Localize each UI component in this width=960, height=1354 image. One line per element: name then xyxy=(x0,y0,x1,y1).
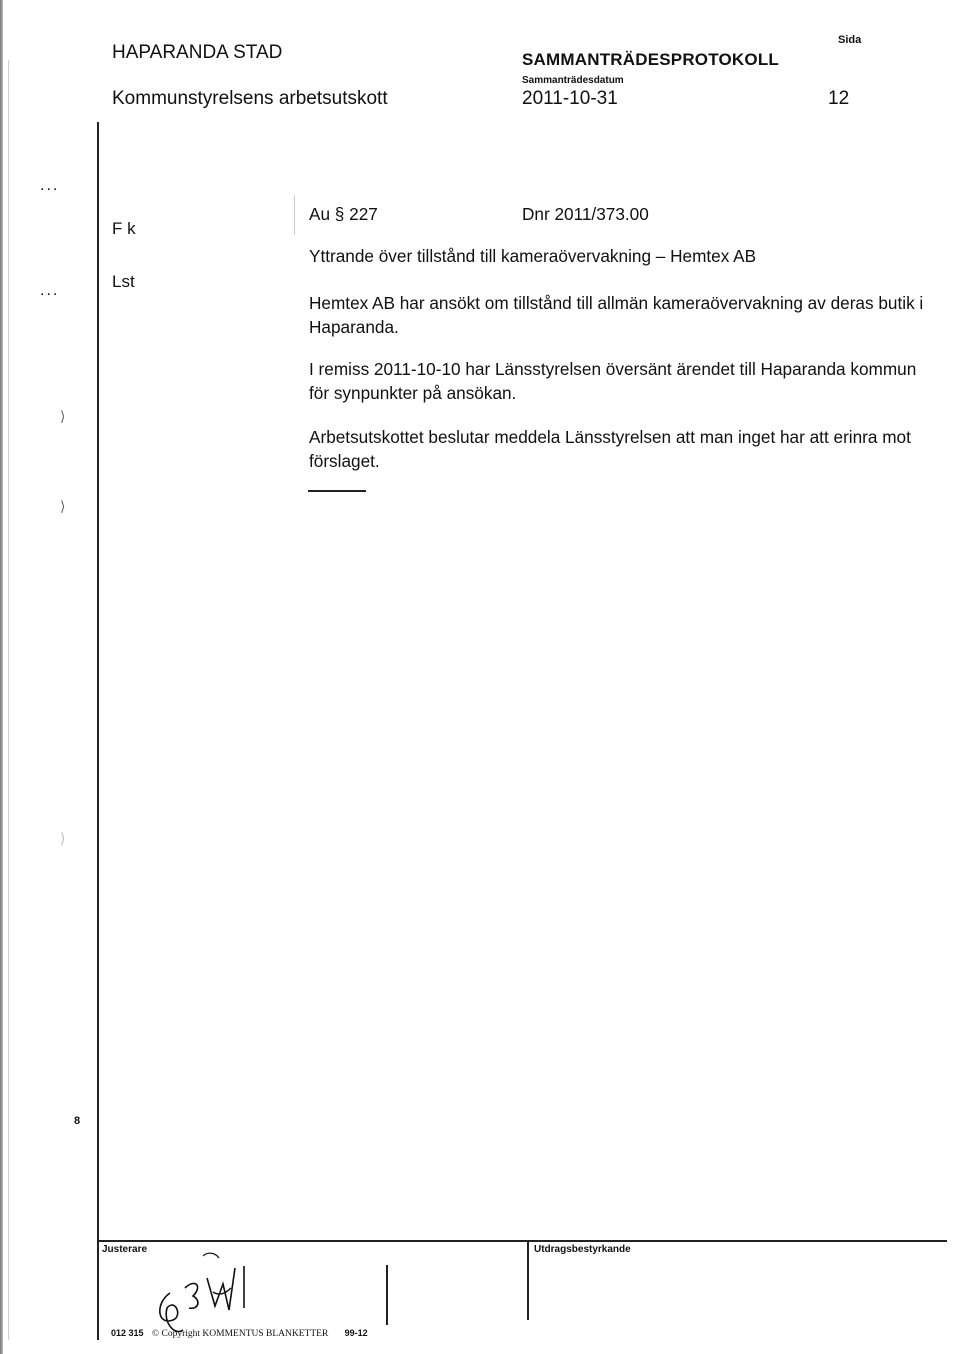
signature-icon xyxy=(145,1248,255,1338)
copyright-notice: © Copyright KOMMENTUS BLANKETTER xyxy=(151,1329,329,1339)
page-label: Sida xyxy=(838,34,862,46)
form-version: 99-12 xyxy=(344,1328,368,1338)
extract-label: Utdragsbestyrkande xyxy=(534,1244,631,1255)
meeting-date: 2011-10-31 xyxy=(522,88,618,109)
paragraph-decision: Arbetsutskottet beslutar meddela Länsstyrelsen att man inget har att erinra mot förslaget. xyxy=(309,427,911,471)
scan-mark: ⟩ xyxy=(60,408,66,424)
footer-top-rule xyxy=(97,1240,947,1242)
margin-dots-2: ... xyxy=(40,282,60,299)
date-label: Sammanträdesdatum xyxy=(522,75,624,86)
margin-code-fk: F k xyxy=(112,219,136,238)
scan-mark: ⟩ xyxy=(60,830,66,846)
page-number: 12 xyxy=(828,88,850,109)
paragraph-application: Hemtex AB har ansökt om tillstånd till allmän kameraövervakning av deras butik i Haparanda. xyxy=(309,293,924,337)
form-footer xyxy=(111,1328,368,1339)
department-name: Kommunstyrelsens arbetsutskott xyxy=(112,88,388,109)
scan-edge-faint xyxy=(8,60,9,1340)
margin-column-rule xyxy=(97,122,99,1340)
form-code: 012 315 xyxy=(111,1328,144,1338)
adjusters-label: Justerare xyxy=(102,1244,148,1255)
item-title: Yttrande över tillstånd till kameraövervakning – Hemtex AB xyxy=(309,246,757,266)
paragraph-referral: I remiss 2011-10-10 har Länsstyrelsen översänt ärendet till Haparanda kommun för synpunkter på ansökan. xyxy=(309,359,917,403)
scan-mark: ⟩ xyxy=(60,498,66,514)
footer-inner-rule xyxy=(386,1265,388,1325)
footer-mid-rule xyxy=(527,1240,529,1320)
document-type: SAMMANTRÄDESPROTOKOLL xyxy=(522,50,779,69)
organization-name: HAPARANDA STAD xyxy=(112,42,283,63)
end-rule xyxy=(308,490,366,492)
scan-edge xyxy=(0,0,3,1354)
text-column-rule xyxy=(294,195,295,235)
margin-code-lst: Lst xyxy=(112,272,135,291)
diary-number: Dnr 2011/373.00 xyxy=(522,204,649,224)
margin-side-number: 8 xyxy=(74,1115,81,1127)
margin-dots-1: ... xyxy=(40,177,60,194)
paragraph-reference: Au § 227 xyxy=(309,204,378,224)
